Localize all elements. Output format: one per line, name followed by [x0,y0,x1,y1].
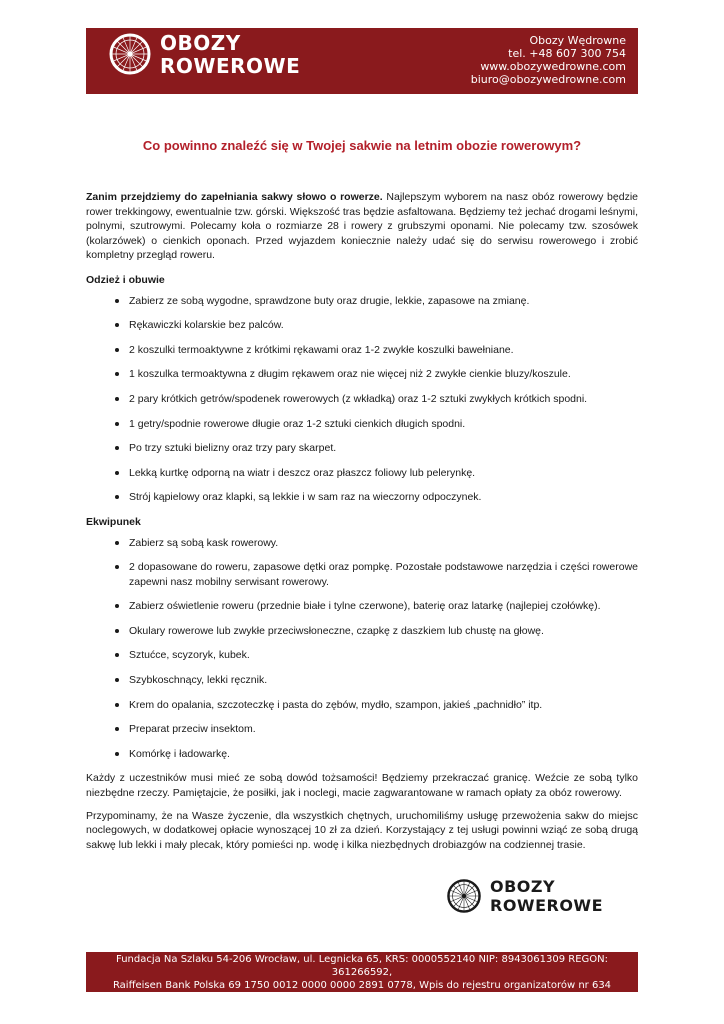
contact-info [471,34,626,86]
list-item: Rękawiczki kolarskie bez palców. [129,318,638,333]
list-item: 2 dopasowane do roweru, zapasowe dętki oraz pompkę. Pozostałe podstawowe narzędzia i części rowerowe zapewni nasz mobilny serwisant rowerowy. [129,561,638,588]
document-body [86,190,638,860]
list-item: Sztućce, scyzoryk, kubek. [129,648,638,663]
list-item: Szybkoschnący, lekki ręcznik. [129,673,638,688]
logo-line-2: ROWEROWE [160,53,301,78]
bicycle-wheel-icon [108,32,152,76]
intro-bold: Zanim przejdziemy do zapełniania sakwy słowo o rowerze. [86,191,383,203]
footer-logo-line-1: OBOZY [490,876,556,896]
list-item: Komórkę i ładowarkę. [129,747,638,762]
list-item: Po trzy sztuki bielizny oraz trzy pary skarpet. [129,441,638,456]
equipment-list [86,536,638,762]
bag-transport-paragraph: Przypominamy, że na Wasze życzenie, dla wszystkich chętnych, uruchomiliśmy usługę przewożenia sakw do miejsc noclegowych, w dodatkowej opłacie wynoszącej 10 zł za dzień. Korzystający z tej usługi powinni wziąć ze sobą drugą sakwę lub lekki i mały plecak, który pomieści np. wodę i kilka niezbędnych drobiazgów na codziennej trasie. [86,809,638,851]
equipment-heading: Ekwipunek [86,515,141,528]
contact-phone: tel. +48 607 300 754 [508,47,626,60]
logo-line-1: OBOZY [160,30,241,55]
list-item: Preparat przeciw insektom. [129,722,638,737]
page-title: Co powinno znaleźć się w Twojej sakwie na letnim obozie rowerowym? [142,138,582,153]
contact-email: biuro@obozywedrowne.com [470,73,626,86]
list-item: Lekką kurtkę odporną na wiatr i deszcz oraz płaszcz foliowy lub pelerynkę. [129,466,638,481]
list-item: 2 pary krótkich getrów/spodenek rowerowych (z wkładką) oraz 1-2 sztuki zwykłych krótkich spodni. [129,392,638,407]
footer-line-2: Raiffeisen Bank Polska 69 1750 0012 0000 0000 2891 0778, Wpis do rejestru organizatorów nr 634 [112,979,612,991]
footer-logo [446,878,603,914]
list-item: 1 getry/spodnie rowerowe długie oraz 1-2 sztuki cienkich długich spodni. [129,417,638,432]
list-item: Zabierz są sobą kask rowerowy. [129,536,638,551]
id-reminder-paragraph: Każdy z uczestników musi mieć ze sobą dowód tożsamości! Będziemy przekraczać granicę. Weźcie ze sobą tylko niezbędne rzeczy. Pamiętajcie, że posiłki, jak i noclegi, macie zagwarantowane w ramach opłaty za obóz rowerowy. [86,772,638,800]
list-item: 2 koszulki termoaktywne z krótkimi rękawami oraz 1-2 zwykłe koszulki bawełniane. [129,343,638,358]
list-item: Zabierz ze sobą wygodne, sprawdzone buty oraz drugie, lekkie, zapasowe na zmianę. [129,294,638,309]
list-item: Strój kąpielowy oraz klapki, są lekkie i w sam raz na wieczorny odpoczynek. [129,490,638,505]
list-item: Okulary rowerowe lub zwykłe przeciwsłoneczne, czapkę z daszkiem lub chustę na głowę. [129,624,638,639]
header-logo [108,32,300,76]
footer-logo-line-2: ROWEROWE [490,895,603,915]
footer-line-1: Fundacja Na Szlaku 54-206 Wrocław, ul. Legnicka 65, KRS: 0000552140 NIP: 8943061309 REGON: 361266592, [115,953,609,978]
bicycle-wheel-icon [446,878,482,914]
clothing-heading: Odzież i obuwie [86,273,165,286]
contact-org: Obozy Wędrowne [529,34,626,47]
contact-website: www.obozywedrowne.com [480,60,626,73]
list-item: Krem do opalania, szczoteczkę i pasta do zębów, mydło, szampon, jakieś „pachnidło” itp. [129,698,638,713]
list-item: 1 koszulka termoaktywna z długim rękawem oraz nie więcej niż 2 zwykłe cienkie bluzy/koszule. [129,367,638,382]
header-banner [86,28,638,94]
intro-text: Najlepszym wyborem na nasz obóz rowerowy będzie rower trekkingowy, ewentualnie tzw. górski. Większość tras będzie asfaltowana. Będziemy też jechać drogami leśnymi, polnymi, szutrowymi. Polecamy koła o rozmiarze 28 i rowery z grubszymi oponami. Nie polecamy tzw. szosówek (kolarzówek) o cienkich oponach. Przed wyjazdem koniecznie należy udać się do serwisu rowerowego i zrobić kompletny przegląd roweru. [86,191,639,262]
intro-paragraph [86,190,638,263]
clothing-list [86,294,638,505]
list-item: Zabierz oświetlenie roweru (przednie białe i tylne czerwone), baterię oraz latarkę (najlepiej czołówkę). [129,599,638,614]
footer-banner [86,952,638,992]
